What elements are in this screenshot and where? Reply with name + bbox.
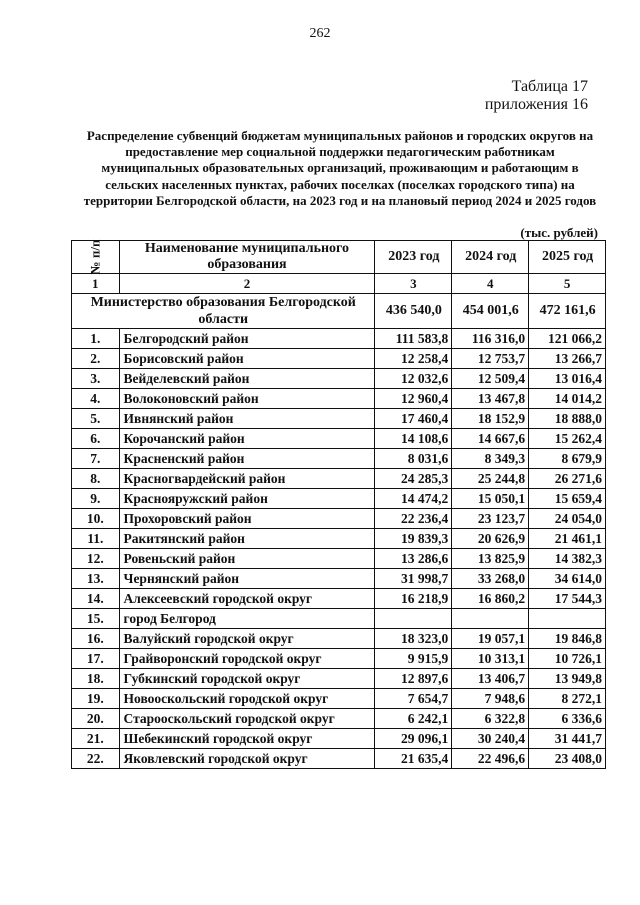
row-2024: 13 825,9 [452,549,529,569]
column-index: 5 [529,274,606,294]
table-row [72,589,606,609]
ministry-2023: 436 540,0 [375,294,452,329]
row-2024: 12 753,7 [452,349,529,369]
row-name: Чернянский район [119,569,375,589]
row-2024: 25 244,8 [452,469,529,489]
row-number: 20. [72,709,120,729]
row-name: Яковлевский городской округ [119,749,375,769]
row-name: Вейделевский район [119,369,375,389]
table-row [72,329,606,349]
row-2023: 22 236,4 [375,509,452,529]
table-row [72,549,606,569]
table-row [72,409,606,429]
row-number: 9. [72,489,120,509]
row-2023: 8 031,6 [375,449,452,469]
table-row [72,389,606,409]
row-number: 3. [72,369,120,389]
row-name: Ракитянский район [119,529,375,549]
row-2023: 14 108,6 [375,429,452,449]
row-2025: 17 544,3 [529,589,606,609]
row-2023: 21 635,4 [375,749,452,769]
row-2024: 15 050,1 [452,489,529,509]
row-number: 7. [72,449,120,469]
ministry-2024: 454 001,6 [452,294,529,329]
row-number: 8. [72,469,120,489]
row-2023: 18 323,0 [375,629,452,649]
row-2023: 14 474,2 [375,489,452,509]
row-2024: 33 268,0 [452,569,529,589]
row-number: 18. [72,669,120,689]
row-name: Грайворонский городской округ [119,649,375,669]
row-2025: 121 066,2 [529,329,606,349]
row-2024: 22 496,6 [452,749,529,769]
table-row [72,349,606,369]
row-name: Валуйский городской округ [119,629,375,649]
header-name: Наименование муниципального образования [119,241,375,274]
row-2025: 34 614,0 [529,569,606,589]
row-name: Ивнянский район [119,409,375,429]
header-row [72,241,606,274]
row-name: Ровеньский район [119,549,375,569]
table-row [72,489,606,509]
units-label: (тыс. рублей) [520,225,598,240]
row-2024: 14 667,6 [452,429,529,449]
row-2025: 31 441,7 [529,729,606,749]
row-2023: 12 960,4 [375,389,452,409]
document-title: Распределение субвенций бюджетам муниципальных районов и городских округов на предоставление мер социальной поддержки педагогическим работникам муниципальных образовательных организаций, проживающим и работающим в сельских населенных пунктах, рабочих поселках (поселках городского типа) на территории Белгородской области, на 2023 год и на плановый период 2024 и 2025 годов [83,128,597,208]
page-number: 262 [309,26,331,41]
row-2023: 19 839,3 [375,529,452,549]
row-2024: 8 349,3 [452,449,529,469]
ministry-name: Министерство образования Белгородской области [72,294,375,329]
row-2025: 8 679,9 [529,449,606,469]
row-2024: 19 057,1 [452,629,529,649]
row-2023: 13 286,6 [375,549,452,569]
table-row [72,469,606,489]
row-2025: 10 726,1 [529,649,606,669]
row-2023: 24 285,3 [375,469,452,489]
row-number: 6. [72,429,120,449]
column-index: 1 [72,274,120,294]
row-name: Прохоровский район [119,509,375,529]
row-2025: 19 846,8 [529,629,606,649]
table-row [72,709,606,729]
header-2023: 2023 год [375,241,452,274]
row-number: 16. [72,629,120,649]
row-2024: 23 123,7 [452,509,529,529]
row-2025: 15 262,4 [529,429,606,449]
table-ref-line1: Таблица 17 [511,78,588,95]
subsidy-table [71,240,606,769]
row-2023: 6 242,1 [375,709,452,729]
table-row [72,609,606,629]
row-2024: 16 860,2 [452,589,529,609]
row-number: 19. [72,689,120,709]
header-number: № п/п [72,241,120,274]
row-number: 5. [72,409,120,429]
row-2024: 116 316,0 [452,329,529,349]
row-2023: 16 218,9 [375,589,452,609]
row-number: 10. [72,509,120,529]
header-2024: 2024 год [452,241,529,274]
row-2023: 17 460,4 [375,409,452,429]
row-number: 2. [72,349,120,369]
row-2025: 26 271,6 [529,469,606,489]
row-name: Волоконовский район [119,389,375,409]
column-index: 2 [119,274,375,294]
row-2025: 13 949,8 [529,669,606,689]
row-2025: 24 054,0 [529,509,606,529]
row-name: Новооскольский городской округ [119,689,375,709]
row-number: 4. [72,389,120,409]
row-name: Шебекинский городской округ [119,729,375,749]
row-name: Старооскольский городской округ [119,709,375,729]
row-2024: 30 240,4 [452,729,529,749]
row-number: 13. [72,569,120,589]
row-2023: 31 998,7 [375,569,452,589]
row-name: город Белгород [119,609,375,629]
row-2025: 15 659,4 [529,489,606,509]
row-number: 11. [72,529,120,549]
table-reference [485,78,588,114]
table-row [72,749,606,769]
row-2025: 13 266,7 [529,349,606,369]
row-2023: 111 583,8 [375,329,452,349]
row-2025: 21 461,1 [529,529,606,549]
table-row [72,729,606,749]
row-2023: 29 096,1 [375,729,452,749]
row-2025: 14 382,3 [529,549,606,569]
row-name: Губкинский городской округ [119,669,375,689]
column-index: 3 [375,274,452,294]
table-row [72,509,606,529]
row-name: Красненский район [119,449,375,469]
ministry-2025: 472 161,6 [529,294,606,329]
ministry-row [72,294,606,329]
row-2025: 23 408,0 [529,749,606,769]
table-row [72,649,606,669]
row-2024 [452,609,529,629]
row-2024: 6 322,8 [452,709,529,729]
row-name: Краснояружский район [119,489,375,509]
table-row [72,429,606,449]
row-2023: 7 654,7 [375,689,452,709]
table-row [72,369,606,389]
row-2023: 9 915,9 [375,649,452,669]
row-name: Красногвардейский район [119,469,375,489]
column-index-row [72,274,606,294]
row-name: Корочанский район [119,429,375,449]
row-name: Белгородский район [119,329,375,349]
row-2024: 12 509,4 [452,369,529,389]
row-2025: 18 888,0 [529,409,606,429]
row-2025: 13 016,4 [529,369,606,389]
table-row [72,529,606,549]
row-number: 12. [72,549,120,569]
table-row [72,629,606,649]
row-name: Алексеевский городской округ [119,589,375,609]
row-2024: 20 626,9 [452,529,529,549]
row-number: 17. [72,649,120,669]
row-2025: 6 336,6 [529,709,606,729]
table-row [72,669,606,689]
row-number: 22. [72,749,120,769]
table-row [72,569,606,589]
row-2023: 12 258,4 [375,349,452,369]
row-2023: 12 897,6 [375,669,452,689]
column-index: 4 [452,274,529,294]
row-name: Борисовский район [119,349,375,369]
row-2025: 8 272,1 [529,689,606,709]
row-2024: 13 467,8 [452,389,529,409]
table-ref-line2: приложения 16 [484,96,588,113]
row-2023 [375,609,452,629]
row-2024: 13 406,7 [452,669,529,689]
row-2024: 18 152,9 [452,409,529,429]
row-2025 [529,609,606,629]
row-number: 15. [72,609,120,629]
row-number: 14. [72,589,120,609]
header-2025: 2025 год [529,241,606,274]
row-2024: 10 313,1 [452,649,529,669]
table-row [72,689,606,709]
row-2024: 7 948,6 [452,689,529,709]
row-2025: 14 014,2 [529,389,606,409]
row-number: 21. [72,729,120,749]
table-row [72,449,606,469]
row-number: 1. [72,329,120,349]
row-2023: 12 032,6 [375,369,452,389]
